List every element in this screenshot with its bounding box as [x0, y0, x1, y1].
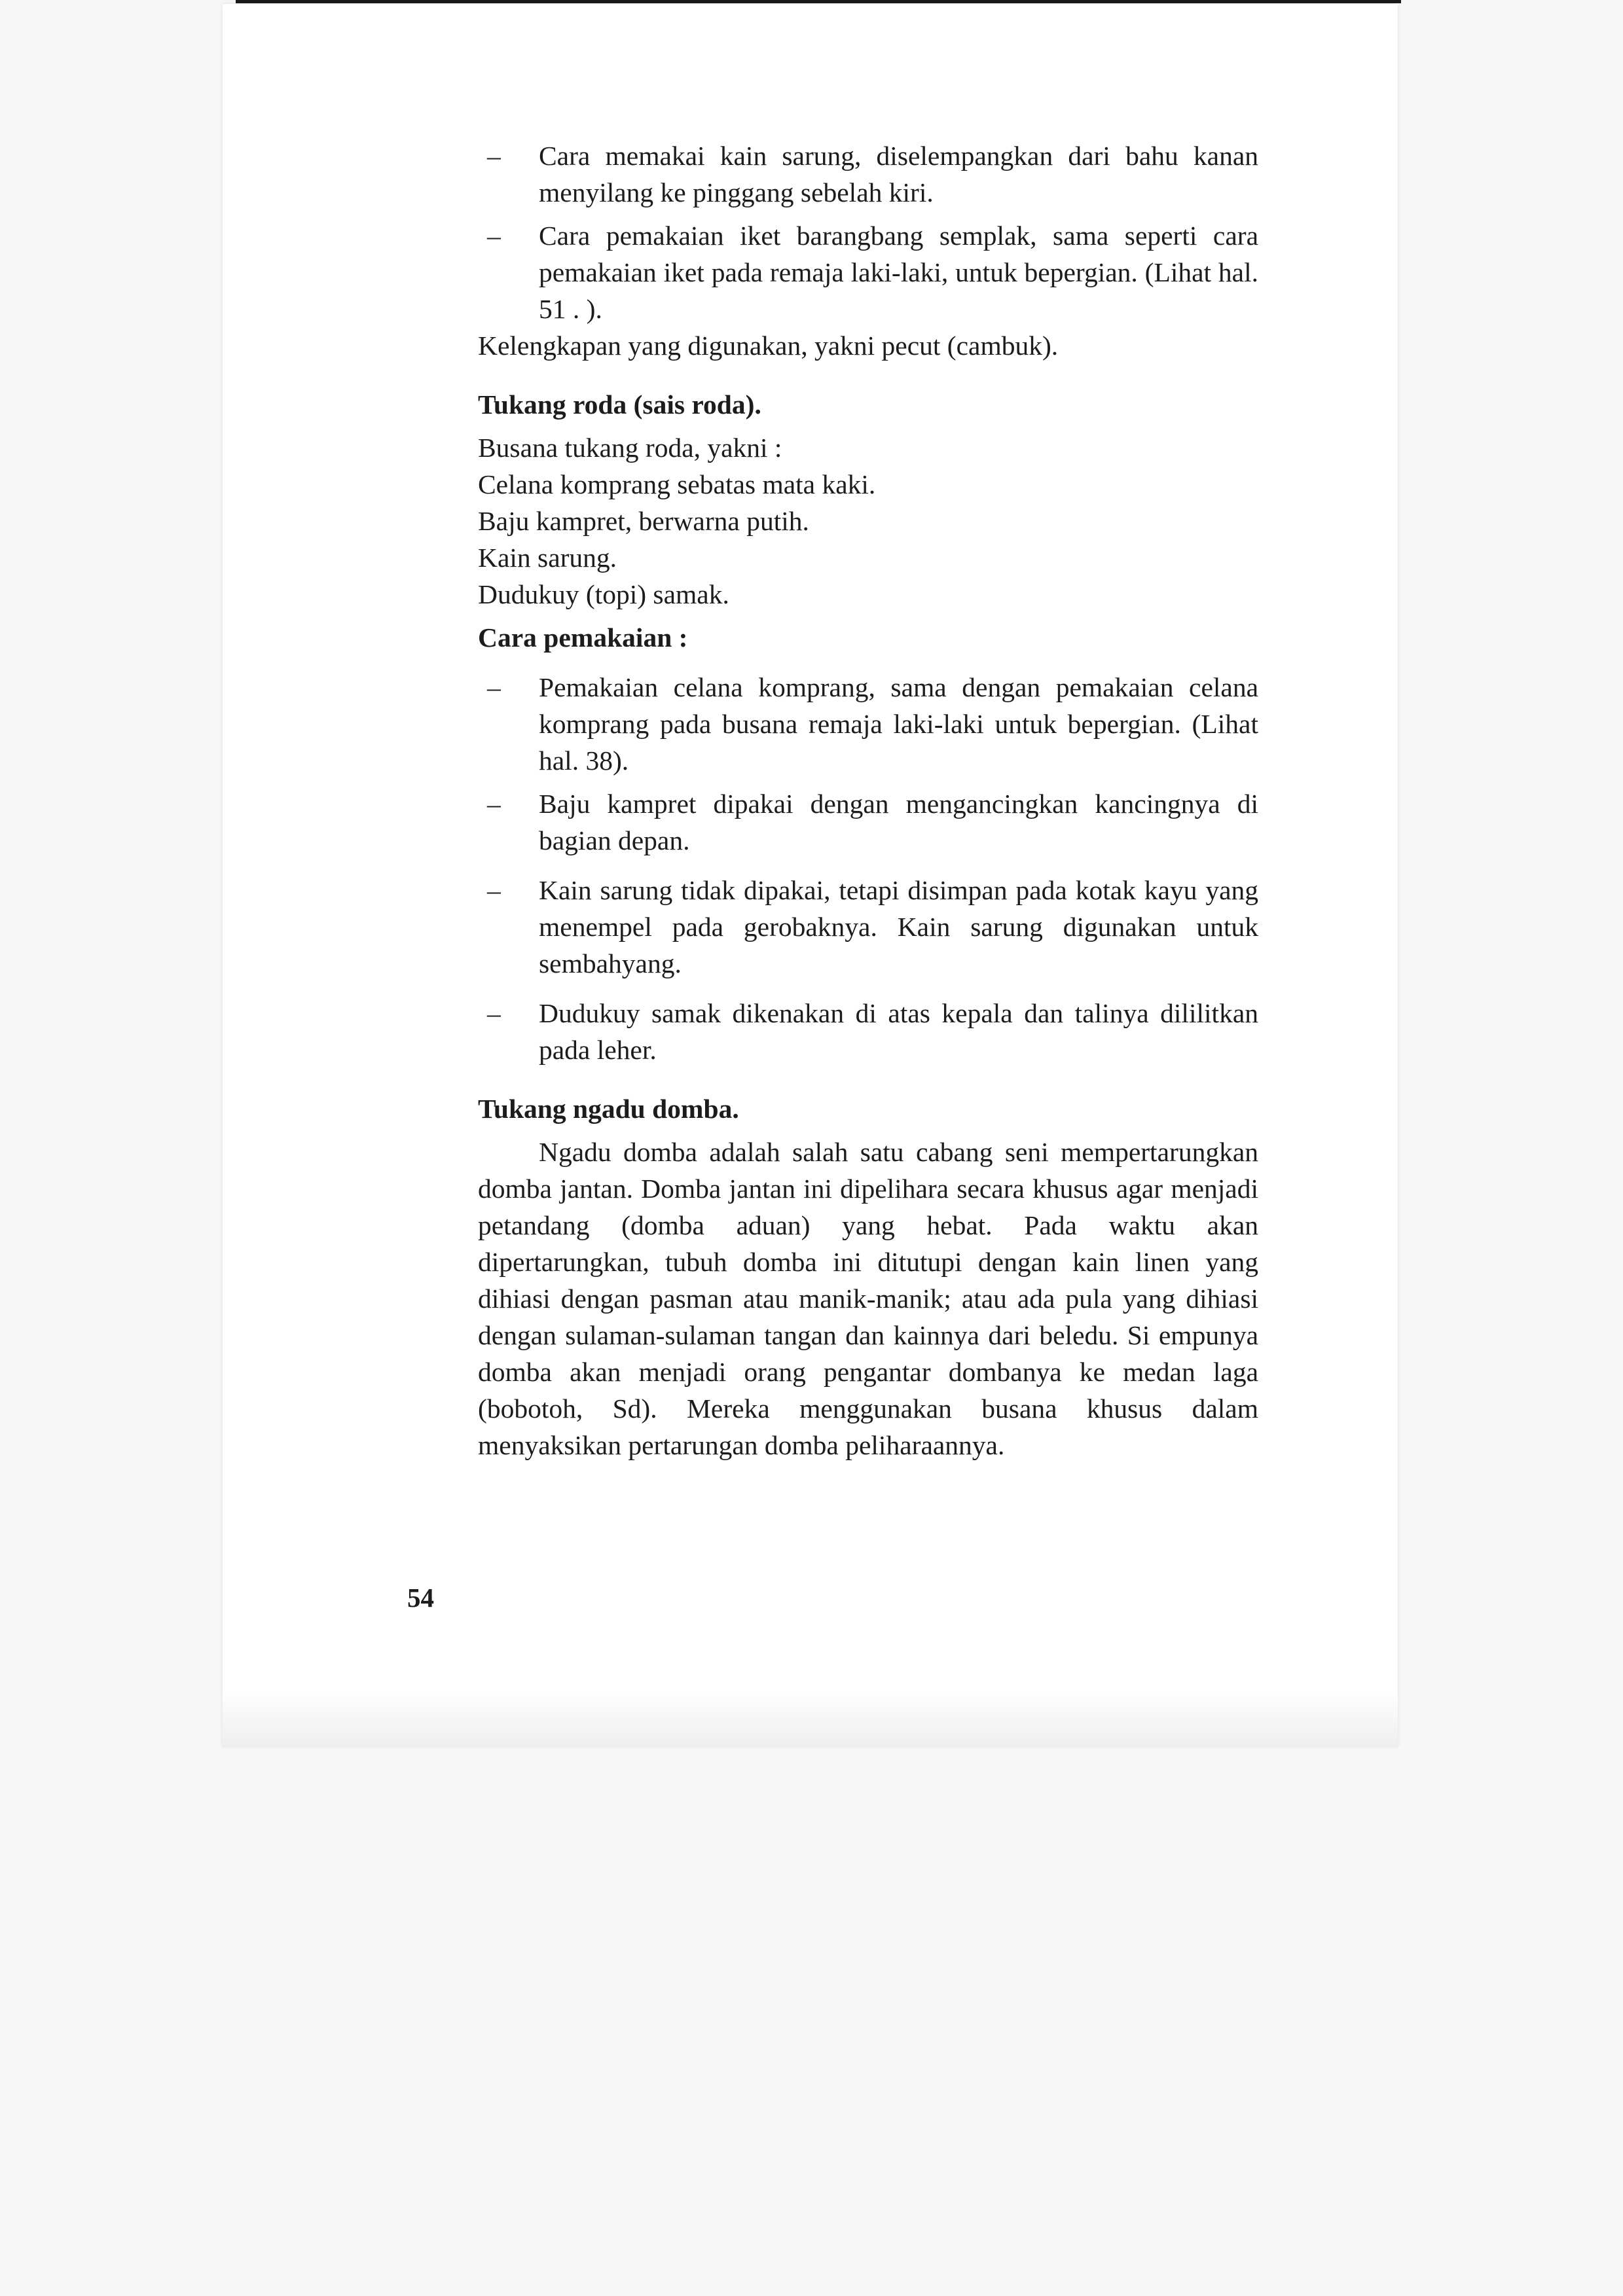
dash-bullet: – — [487, 141, 501, 171]
dash-bullet: – — [487, 875, 501, 905]
scan-bottom-shade — [223, 1689, 1398, 1748]
page-body — [478, 137, 1258, 1463]
kelengkapan-text: Kelengkapan yang digunakan, yakni pecut (cambuk). — [478, 331, 1059, 361]
dash-bullet: – — [487, 672, 501, 702]
busana-line: Dudukuy (topi) samak. — [478, 579, 729, 609]
page-number: 54 — [407, 1583, 434, 1613]
body-paragraph: Ngadu domba adalah salah satu cabang seni mempertarungkan domba jantan. Domba jantan ini dipelihara secara khusus agar menjadi petandang (domba aduan) yang hebat. Pada waktu akan dipertarungkan, tubuh domba ini ditutupi dengan kain linen yang dihiasi dengan pasman atau manik-manik; atau ada pula yang dihiasi dengan sulaman-sulaman tangan dan kainnya dari beledu. Si empunya domba akan menjadi orang pengantar dombanya ke medan laga (bobotoh, Sd). Mereka menggunakan busana khusus dalam menyaksikan pertarungan domba peliharaannya. — [478, 1137, 1258, 1460]
list-item — [478, 137, 1258, 211]
section-heading-tukang-roda: Tukang roda (sais roda). — [478, 389, 761, 420]
list-item-text: Pemakaian celana komprang, sama dengan pemakaian celana komprang pada busana remaja laki-laki untuk bepergian. (Lihat hal. 38). — [539, 672, 1258, 776]
list-item-text: Dudukuy samak dikenakan di atas kepala dan talinya dililitkan pada leher. — [539, 998, 1258, 1065]
list-item — [478, 995, 1258, 1068]
busana-line: Kain sarung. — [478, 543, 617, 573]
list-item — [478, 872, 1258, 982]
list-item-text: Cara pemakaian iket barangbang semplak, sama seperti cara pemakaian iket pada remaja laki-laki, untuk bepergian. (Lihat hal. 51 . ). — [539, 221, 1258, 324]
list-item-text: Cara memakai kain sarung, diselempangkan dari bahu kanan menyilang ke pinggang sebelah kiri. — [539, 141, 1258, 207]
dash-bullet: – — [487, 221, 501, 251]
section-heading-tukang-ngadu-domba: Tukang ngadu domba. — [478, 1094, 739, 1124]
list-item — [478, 669, 1258, 779]
busana-line: Baju kampret, berwarna putih. — [478, 506, 809, 536]
cara-pemakaian-heading: Cara pemakaian : — [478, 622, 688, 653]
list-item-text: Kain sarung tidak dipakai, tetapi disimpan pada kotak kayu yang menempel pada gerobaknya. Kain sarung digunakan untuk sembahyang. — [539, 875, 1258, 978]
busana-intro: Busana tukang roda, yakni : — [478, 433, 782, 463]
dash-bullet: – — [487, 789, 501, 819]
list-item-text: Baju kampret dipakai dengan mengancingkan kancingnya di bagian depan. — [539, 789, 1258, 855]
scan-top-edge — [236, 0, 1401, 3]
list-item — [478, 217, 1258, 327]
dash-bullet: – — [487, 998, 501, 1028]
busana-line: Celana komprang sebatas mata kaki. — [478, 469, 876, 499]
list-item — [478, 785, 1258, 859]
